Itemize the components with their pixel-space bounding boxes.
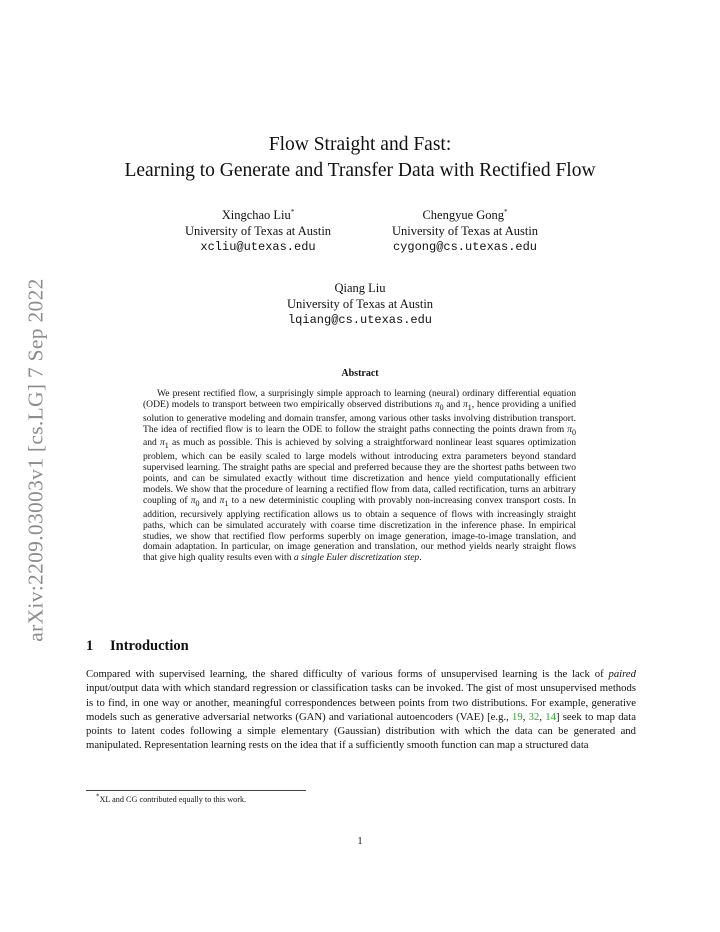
section-heading xyxy=(86,638,189,655)
author-block-2 xyxy=(370,207,560,255)
footnote-text: XL and CG contributed equally to this work. xyxy=(99,795,247,804)
paper-title xyxy=(0,132,720,184)
footnote xyxy=(96,792,247,805)
author-name: Xingchao Liu xyxy=(221,208,291,222)
author-affiliation: University of Texas at Austin xyxy=(391,224,539,238)
emphasis: paired xyxy=(608,668,636,680)
intro-paragraph: Compared with supervised learning, the shared difficulty of various forms of unsupervised learning is the lack of paired input/output data with which standard regression or classification tasks can be invoked. The gist of most unsupervised methods is to find, in one way or another, meaningful correspondences between points from two distributions. For example, generative models such as generative adversarial networks (GAN) and variational autoencoders (VAE) [e.g., 19, 32, 14] seek to map data points to latent codes following a simple elementary (Gaussian) distribution with which the data can be generated and manipulated. Representation learning rests on the idea that if a sufficiently smooth function can map a structured data xyxy=(86,668,637,752)
section-title: Introduction xyxy=(110,638,189,654)
citation-link[interactable]: 32 xyxy=(528,710,540,723)
author-affiliation: University of Texas at Austin xyxy=(286,297,434,311)
math-pi1: π xyxy=(160,437,165,449)
author-block-1 xyxy=(168,207,348,255)
title-line-2: Learning to Generate and Transfer Data with Rectified Flow xyxy=(124,160,596,181)
arxiv-stamp: arXiv:2209.03003v1 [cs.LG] 7 Sep 2022 xyxy=(23,278,48,642)
author-email: xcliu@utexas.edu xyxy=(200,240,316,254)
math-pi0: π xyxy=(190,494,196,506)
abstract-heading: Abstract xyxy=(341,368,379,379)
author-email: cygong@cs.utexas.edu xyxy=(392,240,538,254)
author-name: Chengyue Gong xyxy=(422,208,505,222)
author-block-3 xyxy=(260,280,460,328)
author-affiliation: University of Texas at Austin xyxy=(184,224,332,238)
footnote-mark: * xyxy=(96,792,100,801)
math-pi1: π xyxy=(463,398,468,410)
math-pi0: π xyxy=(567,423,573,435)
section-number: 1 xyxy=(86,638,94,654)
abstract-text: We present rectified flow, a surprisingly simple approach to learning (neural) ordinary differential equation (ODE) models to transport between two empirically observed distributions $\pi_0$ and $\pi_1$, hence providing a unified solution to generative modeling and domain transfer, among various other tasks involving distribution transport. The idea of rectified flow is to learn the ODE to follow the straight paths connecting the points drawn from $\pi_0$ and $\pi_1$ as much as possible. This is achieved by solving a straightforward nonlinear least squares optimization problem, which can be easily scaled to large models without introducing extra parameters beyond standard supervised learning. The straight paths are special and preferred because they are the shortest paths between two points, and can be simulated exactly without time discretization and hence yield computationally efficient models. We show that the procedure of learning a rectified flow from data, called rectification, turns an arbitrary coupling of $\pi_0$ and $\pi_1$ to a new deterministic coupling with provably non-increasing convex transport costs. In addition, recursively applying rectification allows us to obtain a sequence of flows with increasingly straight paths, which can be simulated accurately with coarse time discretization in the inference phase. In empirical studies, we show that rectified flow performs superbly on image generation, image-to-image translation, and domain adaptation. In particular, on image generation and translation, our method yields nearly straight flows that give high quality results even with a single Euler discretization step. xyxy=(143,388,577,564)
author-mark: * xyxy=(504,207,508,216)
math-pi1: π xyxy=(219,494,225,506)
citation-link[interactable]: 19 xyxy=(512,710,523,723)
title-line-1: Flow Straight and Fast: xyxy=(268,134,452,155)
emphasis: a single Euler discretization step xyxy=(293,552,420,564)
citation-link[interactable]: 14 xyxy=(545,710,556,723)
math-pi0: π xyxy=(434,398,440,410)
author-name: Qiang Liu xyxy=(334,281,386,295)
page-number: 1 xyxy=(357,836,363,847)
author-email: lqiang@cs.utexas.edu xyxy=(287,313,433,327)
author-mark: * xyxy=(290,207,295,216)
footnote-rule xyxy=(86,790,306,791)
